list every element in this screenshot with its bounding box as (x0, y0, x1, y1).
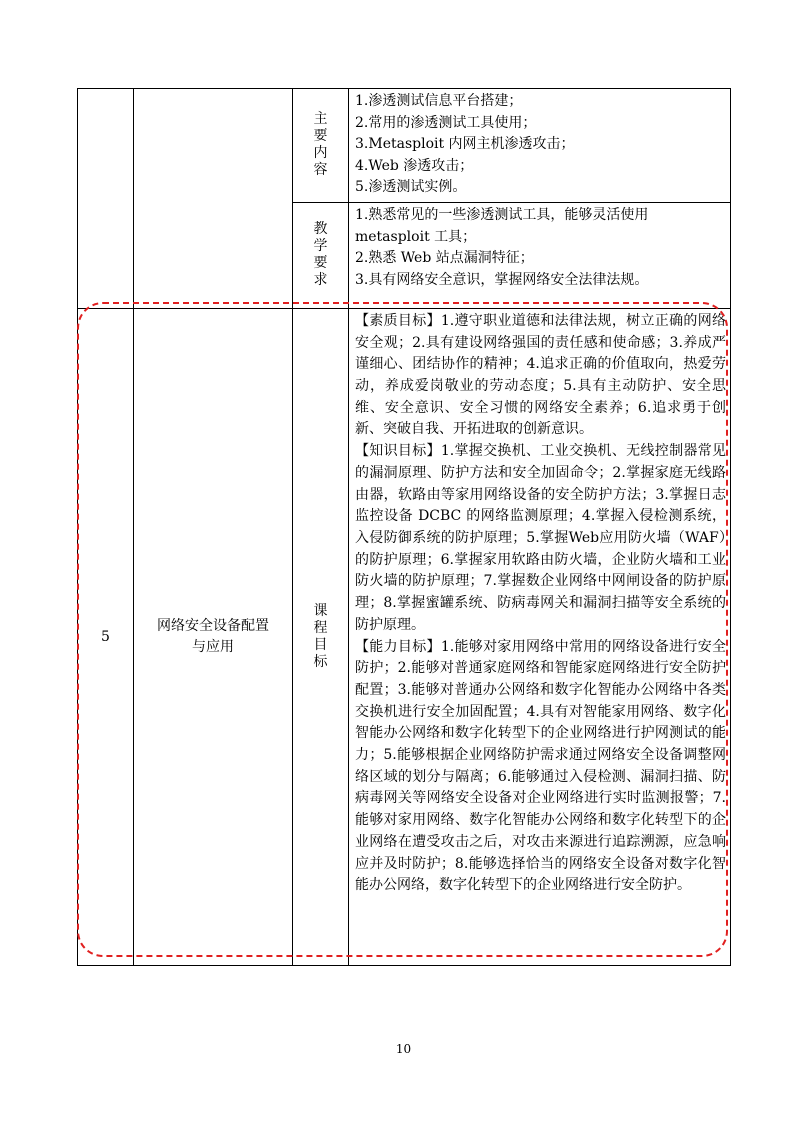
list-item: 1.渗透测试信息平台搭建； (355, 93, 523, 109)
quality-goal-heading: 【素质目标】 (355, 312, 441, 329)
list-item: 4.Web 渗透攻击； (355, 157, 474, 174)
ability-goal-heading: 【能力目标】 (355, 638, 441, 655)
main-content-label: 主 要 内 容 (313, 111, 328, 179)
teaching-req-label: 教 学 要 求 (313, 221, 328, 289)
list-item: 2.常用的渗透测试工具使用； (355, 114, 537, 131)
teaching-req-label-cell (293, 202, 349, 308)
list-item: 1.熟悉常见的一些渗透测试工具，能够灵活使用 (355, 206, 649, 223)
list-item: 3.具有网络安全意识，掌握网络安全法律法规。 (355, 271, 649, 288)
row4-number-cell (78, 89, 134, 309)
list-item: 5.渗透测试实例。 (355, 179, 467, 196)
curriculum-table (77, 88, 731, 966)
quality-goal-paragraph (355, 311, 726, 441)
row5-number: 5 (78, 308, 134, 965)
knowledge-goal-paragraph (355, 441, 726, 636)
ability-goal-paragraph (355, 637, 726, 897)
row4-module-cell (134, 89, 293, 309)
quality-goal-text: 1.遵守职业道德和法律法规，树立正确的网络安全观；2.具有建设网络强国的责任感和使命感；3.养成严谨细心、团结协作的精神；4.追求正确的价值取向，热爱劳动，养成爱岗敬业的劳动态度；5.具有主动防护、安全思维、安全意识、安全习惯的网络安全素养；6.追求勇于创新、突破自我、开拓进取的创新意识。 (355, 312, 727, 438)
knowledge-goal-heading: 【知识目标】 (355, 443, 441, 460)
page-number: 10 (395, 1042, 412, 1056)
course-goal-label-cell (293, 308, 349, 965)
list-item: 2.熟悉 Web 站点漏洞特征； (355, 250, 534, 267)
table-row (78, 308, 731, 965)
list-item: metasploit 工具； (355, 228, 477, 245)
row5-module-name: 网络安全设备配置 与应用 (134, 308, 293, 965)
teaching-req-cell (349, 202, 731, 308)
list-item: 3.Metasploit 内网主机渗透攻击； (355, 136, 575, 153)
course-goal-cell (349, 308, 731, 965)
table-row (78, 89, 731, 203)
knowledge-goal-text: 1.掌握交换机、工业交换机、无线控制器常见的漏洞原理、防护方法和安全加固命令；2.掌握家庭无线路由器，软路由等家用网络设备的安全防护方法；3.掌握日志监控设备 DCBC 的网络监测原理；4.掌握入侵检测系统，入侵防御系统的防护原理；5.掌握Web应用防火墙（WAF）的防护原理；6.掌握家用软路由防火墙，企业防火墙和工业防火墙的防护原理；7.掌握数企业网络中网闸设备的防护原理；8.掌握蜜罐系统、防病毒网关和漏洞扫描等安全系统的防护原理。 (355, 443, 727, 633)
course-goal-label: 课 程 目 标 (313, 602, 328, 670)
main-content-cell (349, 89, 731, 203)
ability-goal-text: 1.能够对家用网络中常用的网络设备进行安全防护；2.能够对普通家庭网络和智能家庭网络进行安全防护配置；3.能够对普通办公网络和数字化智能办公网络中各类交换机进行安全加固配置；4.具有对智能家用网络、数字化智能办公网络和数字化转型下的企业网络进行护网测试的能力；5.能够根据企业网络防护需求通过网络安全设备调整网络区域的划分与隔离；6.能够通过入侵检测、漏洞扫描、防病毒网关等网络安全设备对企业网络进行实时监测报警；7.能够对家用网络、数字化智能办公网络和数字化转型下的企业网络在遭受攻击之后，对攻击来源进行追踪溯源，应急响应并及时防护；8.能够选择恰当的网络安全设备对数字化智能办公网络，数字化转型下的企业网络进行安全防护。 (355, 638, 727, 894)
main-content-label-cell (293, 89, 349, 203)
